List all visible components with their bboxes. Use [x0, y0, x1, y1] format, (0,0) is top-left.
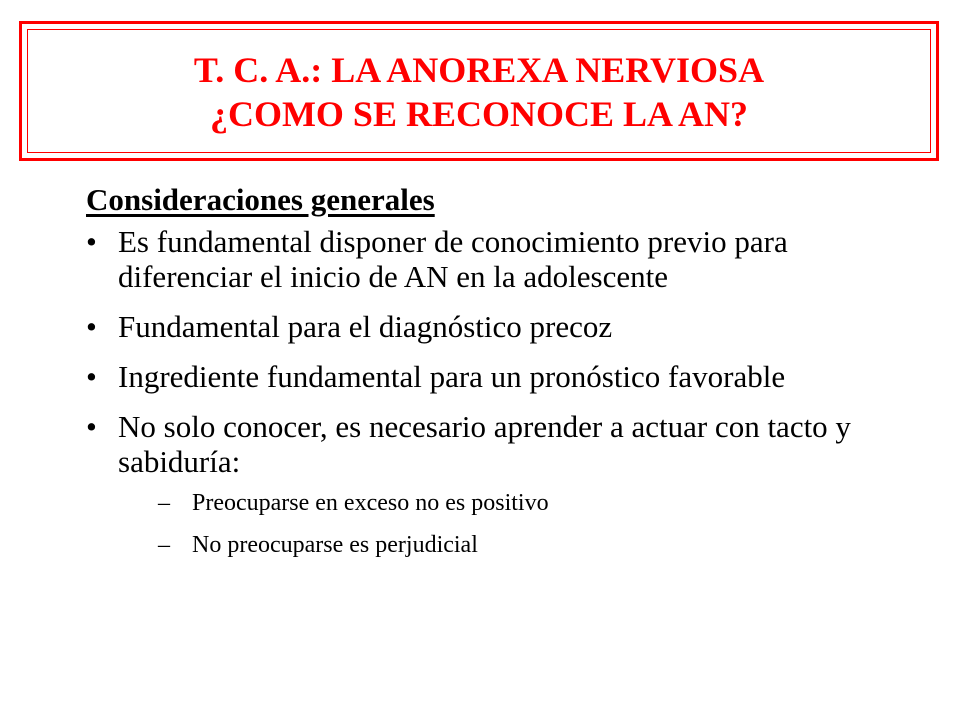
- bullet-marker: •: [86, 359, 97, 394]
- section-heading: Consideraciones generales: [86, 182, 435, 217]
- bullet-marker: •: [86, 224, 97, 259]
- bullet-text: Fundamental para el diagnóstico precoz: [118, 309, 613, 344]
- bullet-text: No solo conocer, es necesario aprender a actuar con tacto y sabiduría:: [118, 409, 851, 479]
- bullet-list: [86, 224, 906, 559]
- sub-bullet-item: [118, 531, 906, 559]
- bullet-item: [86, 359, 906, 394]
- sub-bullet-text: No preocuparse es perjudicial: [192, 532, 478, 558]
- bullet-item: [86, 409, 906, 559]
- sub-bullet-marker: –: [158, 490, 170, 516]
- sub-bullet-marker: –: [158, 532, 170, 558]
- sub-bullet-list: [118, 489, 906, 559]
- title-line-1: T. C. A.: LA ANOREXA NERVIOSA: [193, 50, 765, 90]
- bullet-item: [86, 224, 906, 294]
- bullet-text: Ingrediente fundamental para un pronóstico favorable: [118, 359, 786, 394]
- slide-content: [86, 181, 906, 574]
- title-line-2: ¿COMO SE RECONOCE LA AN?: [209, 94, 749, 134]
- sub-bullet-item: [118, 489, 906, 517]
- title-box: [19, 21, 939, 161]
- bullet-text: Es fundamental disponer de conocimiento previo para diferenciar el inicio de AN en la adolescente: [118, 224, 788, 294]
- title-inner-border: [27, 29, 931, 153]
- sub-bullet-text: Preocuparse en exceso no es positivo: [192, 490, 549, 516]
- bullet-marker: •: [86, 309, 97, 344]
- bullet-marker: •: [86, 409, 97, 444]
- bullet-item: [86, 309, 906, 344]
